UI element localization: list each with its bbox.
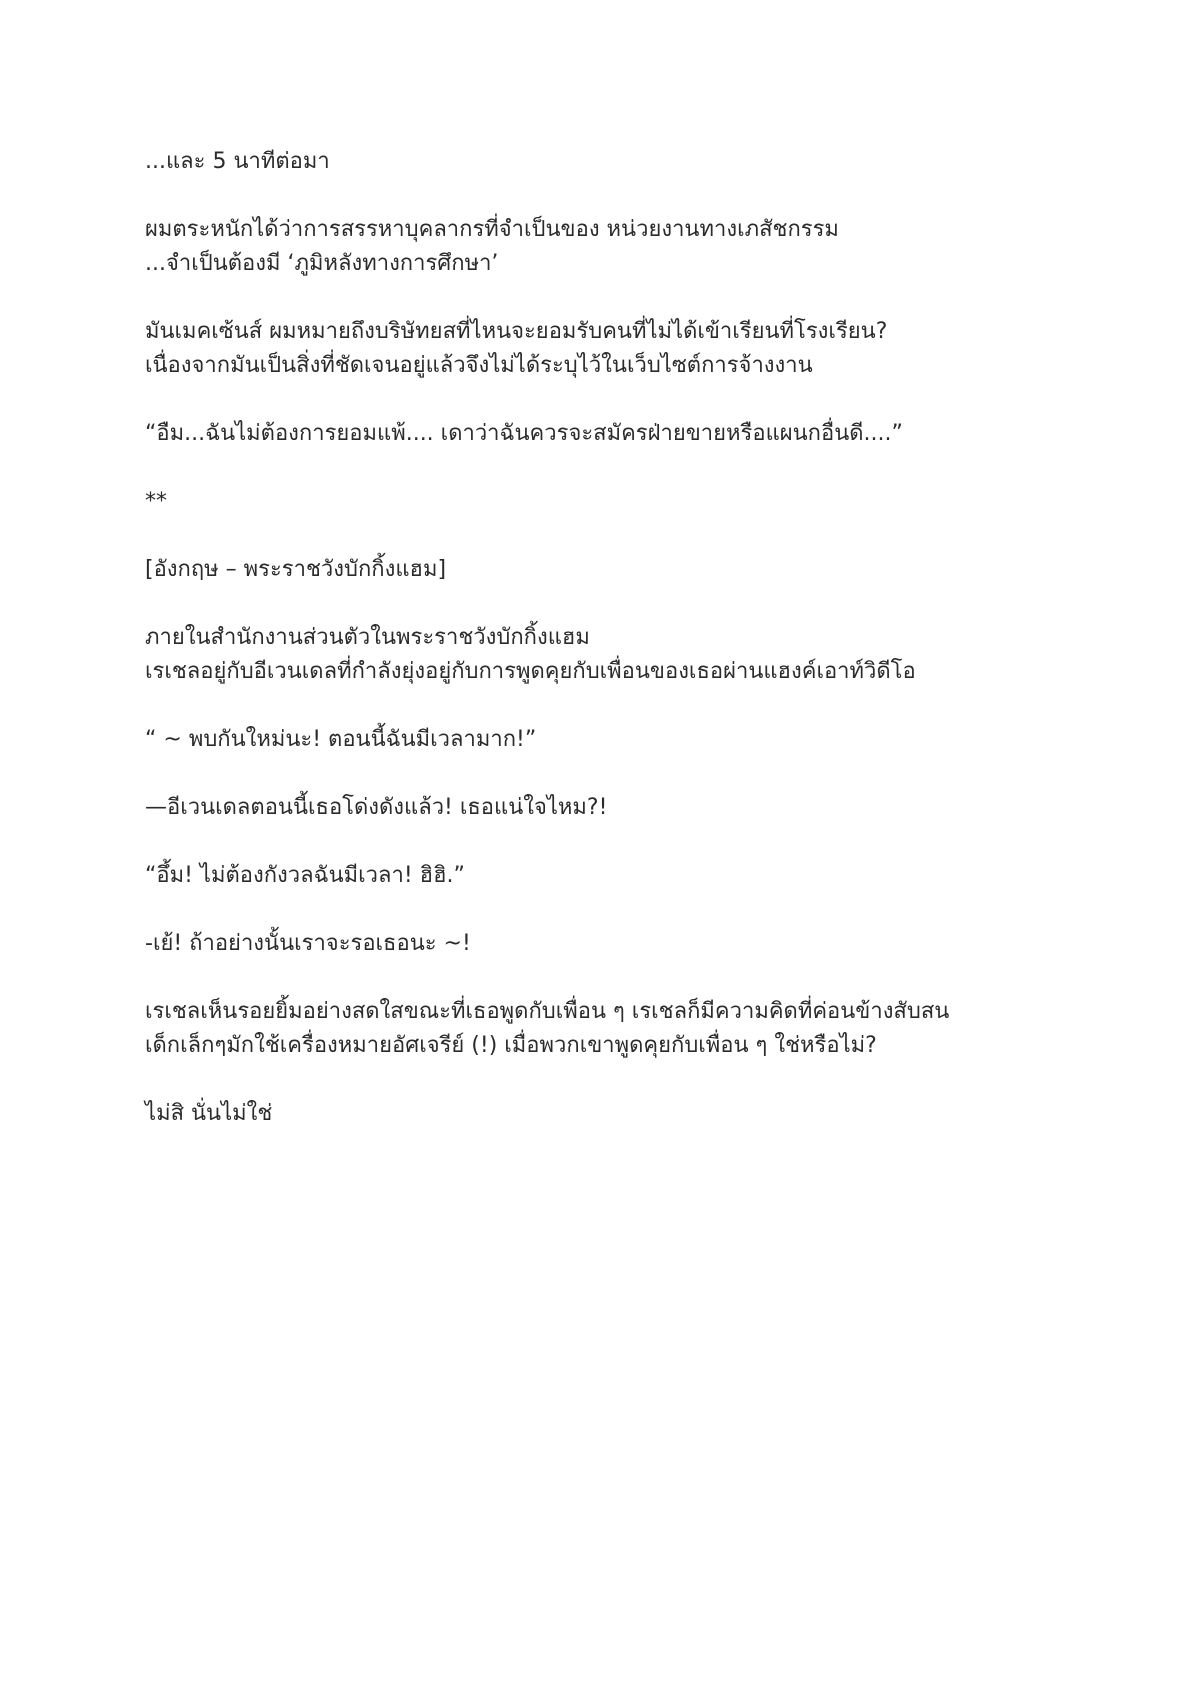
text-line: มันเมคเซ้นส์ ผมหมายถึงบริษัทยสที่ไหนจะยอมรับคนที่ไม่ได้เข้าเรียนที่โรงเรียน? <box>145 319 888 344</box>
text-line: —อีเวนเดลตอนนี้เธอโด่งดังแล้ว! เธอแน่ใจไหม?! <box>145 795 608 820</box>
scene-heading <box>145 553 1045 587</box>
text-line: ** <box>145 489 167 514</box>
paragraph-no-thats-not-it <box>145 1097 1045 1131</box>
paragraph-dialogue-give-up <box>145 417 1045 451</box>
scene-separator <box>145 485 1045 519</box>
text-line: ...จำเป็นต้องมี ‘ภูมิหลังทางการศึกษา’ <box>145 251 499 276</box>
paragraph-dialogue-no-worry <box>145 859 1045 893</box>
text-line: “อืม...ฉันไม่ต้องการยอมแพ้.... เดาว่าฉันควรจะสมัครฝ่ายขายหรือแผนกอื่นดี....” <box>145 421 903 446</box>
document-page <box>145 145 1045 1165</box>
text-line: ภายในสำนักงานส่วนตัวในพระราชวังบักกิ้งแฮม <box>145 625 590 650</box>
paragraph-rachel-thoughts <box>145 995 1045 1063</box>
paragraph-recruitment <box>145 213 1045 281</box>
paragraph-makes-sense <box>145 315 1045 383</box>
text-line: เด็กเล็กๆมักใช้เครื่องหมายอัศเจรีย์ (!) เมื่อพวกเขาพูดคุยกับเพื่อน ๆ ใช่หรือไม่? <box>145 1033 877 1058</box>
text-line: ไม่สิ นั่นไม่ใช่ <box>145 1101 273 1126</box>
text-line: ...และ 5 นาทีต่อมา <box>145 149 330 174</box>
paragraph-office <box>145 621 1045 689</box>
paragraph-time-skip <box>145 145 1045 179</box>
text-line: เรเชลเห็นรอยยิ้มอย่างสดใสขณะที่เธอพูดกับเพื่อน ๆ เรเชลก็มีความคิดที่ค่อนข้างสับสน <box>145 999 950 1024</box>
paragraph-dialogue-yay <box>145 927 1045 961</box>
text-line: เรเชลอยู่กับอีเวนเดลที่กำลังยุ่งอยู่กับการพูดคุยกับเพื่อนของเธอผ่านแฮงค์เอาท์วิดีโอ <box>145 659 916 684</box>
text-line: “อึ้ม! ไม่ต้องกังวลฉันมีเวลา! ฮิฮิ.” <box>145 863 465 888</box>
text-line: “ ~ พบกันใหม่นะ! ตอนนี้ฉันมีเวลามาก!” <box>145 727 537 752</box>
text-line: ผมตระหนักได้ว่าการสรรหาบุคลากรที่จำเป็นของ หน่วยงานทางเภสัชกรรม <box>145 217 839 242</box>
paragraph-dialogue-famous <box>145 791 1045 825</box>
text-line: [อังกฤษ – พระราชวังบักกิ้งแฮม] <box>145 557 447 582</box>
paragraph-dialogue-see-you <box>145 723 1045 757</box>
text-line: เนื่องจากมันเป็นสิ่งที่ชัดเจนอยู่แล้วจึงไม่ได้ระบุไว้ในเว็บไซต์การจ้างงาน <box>145 353 813 378</box>
text-line: -เย้! ถ้าอย่างนั้นเราจะรอเธอนะ ~! <box>145 931 471 956</box>
